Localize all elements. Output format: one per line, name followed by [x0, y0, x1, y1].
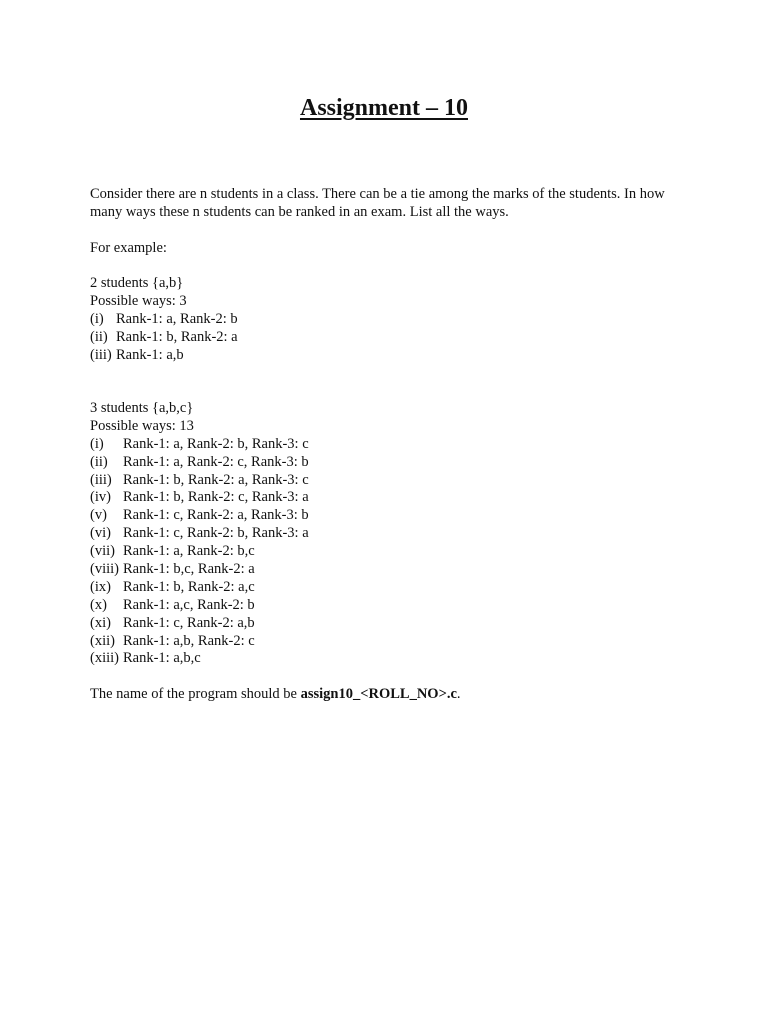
problem-statement — [90, 186, 690, 222]
list-item-text: Rank-1: b, Rank-2: a — [116, 328, 238, 345]
program-name-note — [90, 686, 690, 704]
list-item-number: (iii) — [90, 471, 112, 488]
list-item — [90, 436, 690, 454]
list-item-text: Rank-1: c, Rank-2: a, Rank-3: b — [123, 507, 309, 524]
list-item-text: Rank-1: a, Rank-2: b, Rank-3: c — [123, 435, 309, 452]
list-item-number: (ix) — [90, 578, 111, 595]
list-item-text: Rank-1: a, Rank-2: b,c — [123, 543, 255, 560]
list-item-number: (x) — [90, 596, 107, 613]
list-item-text: Rank-1: a,c, Rank-2: b — [123, 596, 255, 613]
list-item-number: (i) — [90, 435, 104, 452]
list-item-number: (i) — [90, 310, 104, 327]
list-item — [90, 329, 690, 347]
list-item — [90, 597, 690, 615]
two-students-list — [90, 311, 690, 365]
list-item — [90, 650, 690, 668]
three-students-example — [90, 400, 690, 668]
list-item-text: Rank-1: a,b, Rank-2: c — [123, 632, 255, 649]
list-item — [90, 507, 690, 525]
example-label — [90, 240, 690, 258]
example-label-text: For example: — [90, 240, 167, 256]
program-filename: assign10_<ROLL_NO>.c — [300, 686, 457, 702]
list-item-number: (v) — [90, 507, 107, 524]
list-item-text: Rank-1: b,c, Rank-2: a — [123, 561, 255, 578]
footer-suffix: . — [456, 686, 461, 702]
list-item-number: (vi) — [90, 525, 111, 542]
list-item-number: (xi) — [90, 614, 111, 631]
list-item-number: (vii) — [90, 543, 115, 560]
list-item-number: (xiii) — [90, 650, 119, 667]
list-item — [90, 454, 690, 472]
list-item-text: Rank-1: b, Rank-2: c, Rank-3: a — [123, 489, 309, 506]
list-item-number: (iii) — [90, 346, 112, 363]
list-item-text: Rank-1: a, Rank-2: b — [116, 310, 238, 327]
list-item — [90, 489, 690, 507]
list-item-number: (xii) — [90, 632, 115, 649]
three-students-list — [90, 436, 690, 669]
list-item — [90, 525, 690, 543]
list-item — [90, 579, 690, 597]
list-item-text: Rank-1: b, Rank-2: a,c — [123, 578, 255, 595]
list-item-number: (iv) — [90, 489, 111, 506]
list-item-number: (ii) — [90, 453, 108, 470]
list-item-number: (viii) — [90, 561, 119, 578]
list-item-text: Rank-1: c, Rank-2: b, Rank-3: a — [123, 525, 309, 542]
two-students-header: 2 students {a,b} — [90, 275, 184, 291]
list-item-text: Rank-1: b, Rank-2: a, Rank-3: c — [123, 471, 309, 488]
list-item-text: Rank-1: a,b — [116, 346, 184, 363]
intro-line-2: many ways these n students can be ranked in an exam. List all the ways. — [90, 203, 509, 220]
list-item-text: Rank-1: a, Rank-2: c, Rank-3: b — [123, 453, 309, 470]
list-item — [90, 311, 690, 329]
list-item-number: (ii) — [90, 328, 108, 345]
list-item-text: Rank-1: a,b,c — [123, 650, 201, 667]
intro-line-1: Consider there are n students in a class. There can be a tie among the marks of the students. In how — [90, 186, 665, 202]
three-students-header: 3 students {a,b,c} — [90, 400, 194, 416]
list-item — [90, 615, 690, 633]
three-students-possible: Possible ways: 13 — [90, 417, 194, 434]
footer-prefix: The name of the program should be — [90, 686, 301, 702]
title-text: Assignment – 10 — [299, 95, 468, 121]
list-item — [90, 472, 690, 490]
two-students-example — [90, 275, 690, 364]
two-students-possible: Possible ways: 3 — [90, 292, 187, 309]
list-item-text: Rank-1: c, Rank-2: a,b — [123, 614, 255, 631]
list-item — [90, 543, 690, 561]
list-item — [90, 561, 690, 579]
page-title — [0, 92, 768, 124]
list-item — [90, 347, 690, 365]
list-item — [90, 633, 690, 651]
